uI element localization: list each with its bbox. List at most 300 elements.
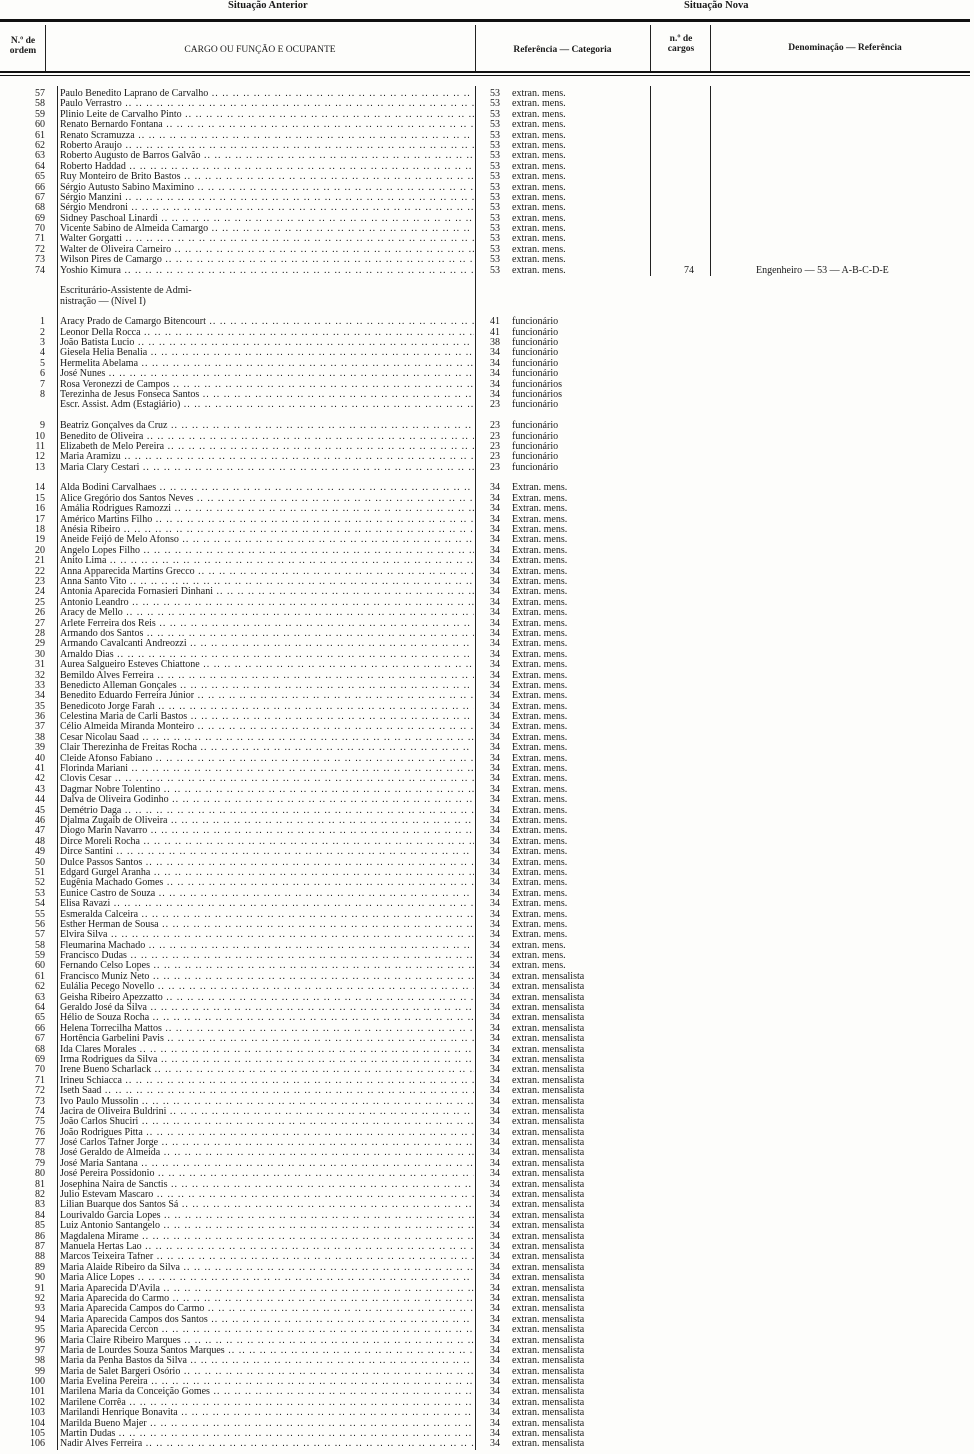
group-heading [0, 286, 974, 307]
table-row [0, 1242, 974, 1252]
reference: 34 [490, 825, 500, 837]
table-row [0, 380, 974, 390]
category: extran. mens. [512, 191, 566, 203]
category: Extran. mens. [512, 898, 568, 910]
table-row [0, 816, 974, 826]
category: extran. mens. [512, 108, 566, 120]
reference: 34 [490, 1147, 500, 1159]
table-row [0, 1211, 974, 1221]
table-row [0, 1117, 974, 1127]
table-row [0, 515, 974, 525]
reference: 53 [490, 233, 500, 245]
reference: 34 [490, 1407, 500, 1419]
occupant-name: Aracy de Mello .. .. [60, 608, 474, 618]
reference: 34 [490, 929, 500, 941]
row-number: 53 [35, 887, 45, 899]
occupant-name: Armando Cavalcanti Andreozzi .. .. [60, 639, 474, 649]
table-row [0, 1190, 974, 1200]
table-row [0, 858, 974, 868]
table-row [0, 1325, 974, 1335]
category: Extran. mens. [512, 534, 568, 546]
category: extran. mens. [512, 88, 566, 99]
row-number: 52 [35, 877, 45, 889]
occupant-name: Eugênia Machado Gomes .. .. [60, 878, 474, 888]
row-number: 19 [35, 534, 45, 546]
category: Extran. mens. [512, 825, 568, 837]
category: extran. mensalista [512, 1334, 585, 1346]
category: extran. mensalista [512, 1095, 585, 1107]
category: Extran. mens. [512, 814, 568, 826]
category: Extran. mens. [512, 638, 568, 650]
occupant-name: Diogo Marin Navarro .. .. [60, 826, 474, 836]
table-row [0, 183, 974, 193]
occupant-name: Anna Santo Vito .. .. [60, 577, 474, 587]
occupant-name: Aurea Salgueiro Esteves Chiattone .. .. [60, 660, 474, 670]
row-number: 71 [35, 1074, 45, 1086]
occupant-name: Dirce Moreli Rocha .. .. [60, 837, 474, 847]
row-number: 58 [35, 939, 45, 951]
reference: 34 [490, 1199, 500, 1211]
category: extran. mensalista [512, 1261, 585, 1273]
row-number: 70 [35, 1064, 45, 1076]
row-number: 44 [35, 794, 45, 806]
reference: 34 [490, 1313, 500, 1325]
category: Extran. mens. [512, 617, 568, 629]
table-row [0, 722, 974, 732]
category: extran. mensalista [512, 1147, 585, 1159]
reference: 34 [490, 1168, 500, 1180]
reference: 34 [490, 1116, 500, 1128]
category: extran. mensalista [512, 1002, 585, 1014]
category: extran. mensalista [512, 1105, 585, 1117]
row-number: 61 [35, 970, 45, 982]
row-number: 7 [40, 378, 45, 390]
category: extran. mensalista [512, 1209, 585, 1221]
table-row [0, 494, 974, 504]
category: extran. mensalista [512, 981, 585, 993]
table-row [0, 317, 974, 327]
table-body [0, 89, 974, 1450]
occupant-name: Antonio Leandro .. .. [60, 598, 474, 608]
reference: 34 [490, 898, 500, 910]
category: extran. mens. [512, 233, 566, 245]
reference: 34 [490, 1012, 500, 1024]
reference: 34 [490, 1386, 500, 1398]
table-row [0, 712, 974, 722]
category: funcionário [512, 440, 559, 452]
reference: 34 [490, 1428, 500, 1440]
category: Extran. mens. [512, 607, 568, 619]
table-row [0, 1346, 974, 1356]
category: funcionário [512, 347, 559, 359]
occupant-name: Arnaldo Dias .. .. [60, 650, 474, 660]
row-number: 32 [35, 669, 45, 681]
reference: 34 [490, 378, 500, 390]
header-denominacao: Denominação — Referência [788, 43, 902, 53]
table-row [0, 525, 974, 535]
row-number: 62 [35, 981, 45, 993]
table-row [0, 1252, 974, 1262]
occupant-name: Florinda Mariani .. .. [60, 764, 474, 774]
row-number: 65 [35, 1012, 45, 1024]
row-number: 66 [35, 1022, 45, 1034]
reference: 53 [490, 150, 500, 162]
occupant-name: Dalva de Oliveira Godinho .. .. [60, 795, 474, 805]
header-numero-ordem: N.º de ordem [9, 36, 37, 56]
header-rule-2 [0, 75, 970, 76]
occupant-name: Manuela Hertas Lao .. .. [60, 1242, 474, 1252]
section-situacao-anterior: Situação Anterior [228, 0, 308, 11]
occupant-name: Wilson Pires de Camargo .. .. [60, 255, 474, 265]
category: extran. mens. [512, 150, 566, 162]
table-row [0, 567, 974, 577]
row-number: 49 [35, 846, 45, 858]
occupant-name: Américo Martins Filho .. .. [60, 515, 474, 525]
reference: 34 [490, 794, 500, 806]
row-number: 35 [35, 700, 45, 712]
reference: 34 [490, 1220, 500, 1232]
occupant-name: Roberto Augusto de Barros Galvão .. .. [60, 151, 474, 161]
occupant-name: Sérgio Mendroni .. .. [60, 203, 474, 213]
occupant-name: Esther Herman de Sousa .. .. [60, 920, 474, 930]
table-group [0, 89, 974, 276]
occupant-name: Fleumarina Machado .. .. [60, 941, 474, 951]
row-number: 69 [35, 1053, 45, 1065]
category: funcionário [512, 430, 559, 442]
reference: 34 [490, 918, 500, 930]
row-number: 26 [35, 607, 45, 619]
table-row [0, 452, 974, 462]
category: extran. mens. [512, 243, 566, 255]
reference: 53 [490, 202, 500, 214]
occupant-name: Bemildo Alves Ferreira .. .. [60, 671, 474, 681]
category: Extran. mens. [512, 742, 568, 754]
table-row [0, 587, 974, 597]
occupant-name: Benedito de Oliveira .. .. [60, 432, 474, 442]
table-row [0, 1356, 974, 1366]
category: extran. mens. [512, 202, 566, 214]
row-number: 84 [35, 1209, 45, 1221]
category: Extran. mens. [512, 627, 568, 639]
reference: 34 [490, 1272, 500, 1284]
occupant-name: Célio Almeida Miranda Monteiro .. .. [60, 722, 474, 732]
table-row [0, 671, 974, 681]
occupant-name: Dagmar Nobre Tolentino .. .. [60, 785, 474, 795]
occupant-name: Maria Aparecida Cercon .. .. [60, 1325, 474, 1335]
category: extran. mensalista [512, 1396, 585, 1408]
table-row [0, 826, 974, 836]
category: funcionário [512, 337, 559, 349]
table-row [0, 982, 974, 992]
category: Extran. mens. [512, 846, 568, 858]
table-row [0, 629, 974, 639]
category: extran. mensalista [512, 1199, 585, 1211]
category: Extran. mens. [512, 544, 568, 556]
category: Extran. mens. [512, 565, 568, 577]
category: extran. mensalista [512, 1157, 585, 1169]
category: Extran. mens. [512, 794, 568, 806]
category: extran. mens. [512, 119, 566, 131]
table-row [0, 961, 974, 971]
category: Extran. mens. [512, 596, 568, 608]
occupant-name: Maria Aparecida D'Avila .. .. [60, 1284, 474, 1294]
occupant-name: Maria Evelina Pereira .. .. [60, 1377, 474, 1387]
table-row [0, 1034, 974, 1044]
table-row [0, 162, 974, 172]
row-number: 5 [40, 357, 45, 369]
table-row [0, 1387, 974, 1397]
row-number: 25 [35, 596, 45, 608]
table-row [0, 951, 974, 961]
row-number: 64 [35, 160, 45, 172]
reference: 53 [490, 108, 500, 120]
category: extran. mensalista [512, 1043, 585, 1055]
category: Extran. mens. [512, 856, 568, 868]
table-row [0, 1200, 974, 1210]
table-row [0, 1003, 974, 1013]
row-number: 86 [35, 1230, 45, 1242]
category: Extran. mens. [512, 866, 568, 878]
row-number: 87 [35, 1241, 45, 1252]
row-number: 6 [40, 368, 45, 380]
occupant-name: Dirce Santini .. .. [60, 847, 474, 857]
category: Extran. mens. [512, 877, 568, 889]
category: extran. mensalista [512, 970, 585, 982]
row-number: 2 [40, 326, 45, 338]
row-number: 78 [35, 1147, 45, 1159]
occupant-name: Maria de Salet Bargeri Osório .. .. [60, 1367, 474, 1377]
reference: 34 [490, 586, 500, 598]
reference: 34 [490, 970, 500, 982]
category: extran. mensalista [512, 1085, 585, 1097]
reference: 23 [490, 430, 500, 442]
occupant-name: Renato Bernardo Fontana .. .. [60, 120, 474, 130]
table-row [0, 1429, 974, 1439]
row-number: 47 [35, 825, 45, 837]
category: Extran. mens. [512, 887, 568, 899]
table-row [0, 1294, 974, 1304]
reference: 34 [490, 1251, 500, 1263]
category: Extran. mens. [512, 773, 568, 785]
table-row [0, 483, 974, 493]
reference: 34 [490, 950, 500, 962]
occupant-name: Alda Bodini Carvalhaes .. .. [60, 483, 474, 493]
category: extran. mensalista [512, 1064, 585, 1076]
row-number: 20 [35, 544, 45, 556]
occupant-name: Plinio Leite de Carvalho Pinto .. .. [60, 110, 474, 120]
occupant-name: José Nunes .. .. [60, 369, 474, 379]
reference: 53 [490, 129, 500, 141]
reference: 34 [490, 1292, 500, 1304]
table-row [0, 733, 974, 743]
row-number: 92 [35, 1292, 45, 1304]
occupant-name: Anito Lima .. .. [60, 556, 474, 566]
category: extran. mensalista [512, 1126, 585, 1138]
occupant-name: Marilene Corrêa .. .. [60, 1398, 474, 1408]
table-row [0, 266, 974, 276]
table-row [0, 785, 974, 795]
table-row [0, 754, 974, 764]
row-number: 68 [35, 202, 45, 214]
table-row [0, 743, 974, 753]
occupant-name: Maria Aparecida do Carmo .. .. [60, 1294, 474, 1304]
row-number: 85 [35, 1220, 45, 1232]
category: extran. mens. [512, 223, 566, 235]
occupant-name: Ruy Monteiro de Brito Bastos .. .. [60, 172, 474, 182]
row-number: 91 [35, 1282, 45, 1294]
occupant-name: Paulo Benedito Laprano de Carvalho .. .. [60, 89, 474, 99]
row-number: 60 [35, 119, 45, 131]
occupant-name: Terezinha de Jesus Fonseca Santos .. .. [60, 390, 474, 400]
reference: 34 [490, 669, 500, 681]
row-number: 45 [35, 804, 45, 816]
occupant-name: Sidney Paschoal Linardi .. .. [60, 214, 474, 224]
reference: 53 [490, 254, 500, 266]
occupant-name: Benedito Eduardo Ferreira Júnior .. .. [60, 691, 474, 701]
row-number: 15 [35, 492, 45, 504]
occupant-name: Josephina Naira de Sanctis .. .. [60, 1180, 474, 1190]
row-number: 23 [35, 576, 45, 587]
table-row [0, 1304, 974, 1314]
row-number: 22 [35, 565, 45, 577]
row-number: 41 [35, 763, 45, 775]
category: extran. mensalista [512, 1303, 585, 1315]
occupant-name: Maria da Penha Bastos da Silva .. .. [60, 1356, 474, 1366]
occupant-name: Antonia Aparecida Fornasieri Dinhani .. .. [60, 587, 474, 597]
category: Extran. mens. [512, 908, 568, 920]
category: extran. mensalista [512, 991, 585, 1003]
category: extran. mensalista [512, 1292, 585, 1304]
reference: 34 [490, 991, 500, 1003]
row-number: 59 [35, 108, 45, 120]
reference: 34 [490, 544, 500, 556]
reference: 34 [490, 814, 500, 826]
occupant-name: Marilda Bueno Majer .. .. [60, 1419, 474, 1429]
reference: 34 [490, 679, 500, 691]
reference: 34 [490, 742, 500, 754]
table-row [0, 421, 974, 431]
row-number: 14 [35, 482, 45, 494]
category: Extran. mens. [512, 711, 568, 723]
row-number: 57 [35, 88, 45, 99]
occupant-name: Nadir Alves Ferreira .. .. [60, 1439, 474, 1449]
reference: 34 [490, 607, 500, 619]
row-number: 104 [30, 1417, 45, 1429]
table-row [0, 99, 974, 109]
category: extran. mensalista [512, 1251, 585, 1263]
reference: 23 [490, 451, 500, 463]
row-number: 72 [35, 243, 45, 255]
occupant-name: Martin Dudas .. .. [60, 1429, 474, 1439]
reference: 34 [490, 721, 500, 733]
occupant-name: Escr. Assist. Adm (Estagiário) .. .. [60, 400, 474, 410]
occupant-name: Eunice Castro de Souza .. .. [60, 889, 474, 899]
table-row [0, 1284, 974, 1294]
reference: 34 [490, 1241, 500, 1252]
occupant-name: Cleide Afonso Fabiano .. .. [60, 754, 474, 764]
reference: 34 [490, 1396, 500, 1408]
table-row [0, 234, 974, 244]
reference: 34 [490, 368, 500, 380]
row-number: 39 [35, 742, 45, 754]
row-number: 8 [40, 388, 45, 400]
row-number: 1 [40, 316, 45, 328]
occupant-name: Lourivaldo Garcia Lopes .. .. [60, 1211, 474, 1221]
table-row [0, 1065, 974, 1075]
reference: 34 [490, 482, 500, 494]
table-row [0, 1419, 974, 1429]
category: Extran. mens. [512, 482, 568, 494]
reference: 23 [490, 461, 500, 473]
row-number: 101 [30, 1386, 45, 1398]
reference: 34 [490, 1126, 500, 1138]
category: Extran. mens. [512, 752, 568, 764]
occupant-name: Walter Gorgatti .. .. [60, 234, 474, 244]
row-number: 48 [35, 835, 45, 847]
occupant-name: Demétrio Daga .. .. [60, 806, 474, 816]
row-number: 77 [35, 1137, 45, 1149]
category: extran. mensalista [512, 1417, 585, 1429]
occupant-name: Hermelita Abelama .. .. [60, 359, 474, 369]
row-number: 51 [35, 866, 45, 878]
reference: 34 [490, 513, 500, 525]
table-row [0, 650, 974, 660]
category: extran. mensalista [512, 1313, 585, 1325]
occupant-name: Marcos Teixeira Tafner .. .. [60, 1252, 474, 1262]
table-row [0, 1169, 974, 1179]
reference: 53 [490, 139, 500, 151]
reference: 34 [490, 534, 500, 546]
occupant-name: Francisco Dudas .. .. [60, 951, 474, 961]
occupant-name: Benedicto Alleman Gonçales .. .. [60, 681, 474, 691]
row-number: 40 [35, 752, 45, 764]
occupant-name: Maria Aramizu .. .. [60, 452, 474, 462]
reference: 34 [490, 866, 500, 878]
reference: 34 [490, 1064, 500, 1076]
row-number: 28 [35, 627, 45, 639]
category: extran. mensalista [512, 1230, 585, 1242]
table-row [0, 141, 974, 151]
category: extran. mensalista [512, 1033, 585, 1045]
table-row [0, 390, 974, 400]
reference: 34 [490, 908, 500, 920]
table-row [0, 535, 974, 545]
table-row [0, 806, 974, 816]
category: extran. mens. [512, 264, 566, 276]
row-number: 106 [30, 1438, 45, 1450]
group-heading-line: nistração — (Nível I) [60, 295, 146, 307]
category: extran. mensalista [512, 1407, 585, 1419]
category: funcionário [512, 399, 559, 411]
table-row [0, 619, 974, 629]
reference: 53 [490, 243, 500, 255]
reference: 34 [490, 960, 500, 972]
occupant-name: Clair Therezinha de Freitas Rocha .. .. [60, 743, 474, 753]
reference: 34 [490, 1178, 500, 1190]
table-row [0, 203, 974, 213]
occupant-name: Geraldo José da Silva .. .. [60, 1003, 474, 1013]
category: Extran. mens. [512, 690, 568, 702]
category: Extran. mens. [512, 513, 568, 525]
row-number: 69 [35, 212, 45, 224]
row-number: 66 [35, 181, 45, 193]
row-number: 58 [35, 98, 45, 110]
reference: 34 [490, 700, 500, 712]
column-divider [710, 25, 711, 71]
reference: 34 [490, 1417, 500, 1429]
reference: 34 [490, 1105, 500, 1117]
category: extran. mens. [512, 98, 566, 110]
